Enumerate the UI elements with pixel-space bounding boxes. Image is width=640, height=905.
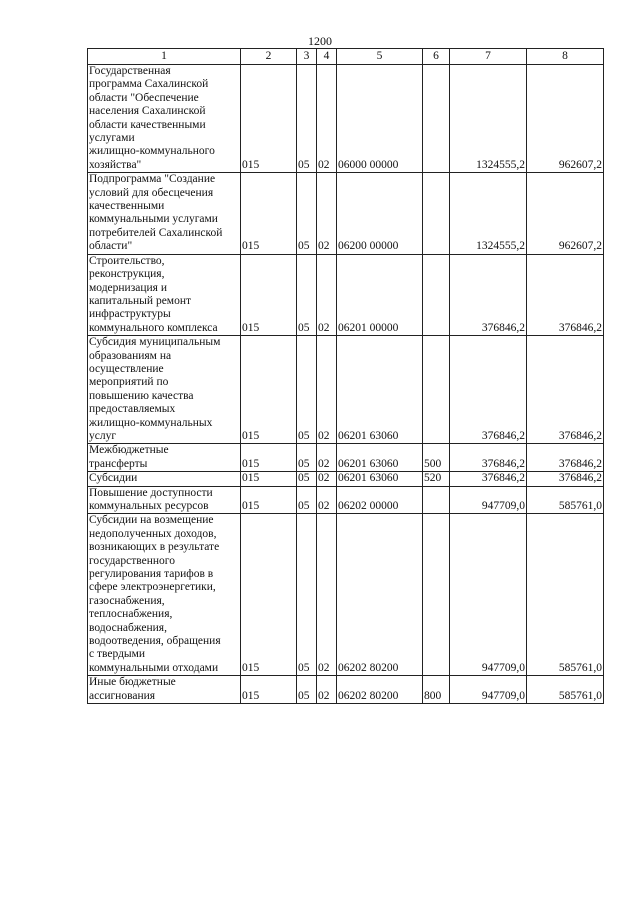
row-name-cell: Субсидия муниципальным образованиям на осуществление мероприятий по повышению качества предоставляемых жилищно-коммунальных услуг [88, 336, 241, 444]
cell-section: 05 [297, 486, 317, 514]
cell-admin-code: 015 [241, 65, 297, 173]
cell-amount-year-2: 376846,2 [527, 254, 604, 335]
cell-expense-type: 800 [423, 676, 450, 704]
cell-amount-year-2: 585761,0 [527, 486, 604, 514]
cell-section: 05 [297, 65, 317, 173]
cell-subsection: 02 [317, 254, 337, 335]
cell-target-article: 06000 00000 [337, 65, 423, 173]
cell-expense-type [423, 336, 450, 444]
table-row [88, 676, 604, 704]
cell-amount-year-2: 962607,2 [527, 65, 604, 173]
cell-target-article: 06201 63060 [337, 336, 423, 444]
header-cell: 2 [241, 49, 297, 65]
cell-expense-type [423, 254, 450, 335]
cell-section: 05 [297, 173, 317, 254]
cell-target-article: 06202 00000 [337, 486, 423, 514]
cell-section: 05 [297, 676, 317, 704]
cell-target-article: 06201 63060 [337, 444, 423, 472]
cell-expense-type [423, 173, 450, 254]
table-row [88, 336, 604, 444]
table-header-row [88, 49, 604, 65]
cell-subsection: 02 [317, 65, 337, 173]
header-cell: 3 [297, 49, 317, 65]
cell-section: 05 [297, 444, 317, 472]
cell-expense-type: 500 [423, 444, 450, 472]
header-cell: 7 [450, 49, 527, 65]
row-name-cell: Межбюджетные трансферты [88, 444, 241, 472]
cell-amount-year-1: 1324555,2 [450, 173, 527, 254]
header-cell: 1 [88, 49, 241, 65]
cell-section: 05 [297, 336, 317, 444]
row-name-cell: Иные бюджетные ассигнования [88, 676, 241, 704]
cell-admin-code: 015 [241, 336, 297, 444]
row-name-cell: Государственная программа Сахалинской области "Обеспечение населения Сахалинской области качественными услугами жилищно-коммунального хозяйства" [88, 65, 241, 173]
cell-amount-year-1: 947709,0 [450, 676, 527, 704]
cell-amount-year-2: 962607,2 [527, 173, 604, 254]
cell-subsection: 02 [317, 514, 337, 676]
cell-section: 05 [297, 472, 317, 486]
table-row [88, 173, 604, 254]
row-name-cell: Подпрограмма "Создание условий для обесцечения качественными коммунальными услугами потребителей Сахалинской области" [88, 173, 241, 254]
cell-admin-code: 015 [241, 444, 297, 472]
cell-subsection: 02 [317, 336, 337, 444]
cell-subsection: 02 [317, 472, 337, 486]
cell-amount-year-1: 376846,2 [450, 336, 527, 444]
cell-section: 05 [297, 514, 317, 676]
cell-target-article: 06200 00000 [337, 173, 423, 254]
cell-target-article: 06201 63060 [337, 472, 423, 486]
cell-amount-year-2: 585761,0 [527, 514, 604, 676]
cell-amount-year-1: 1324555,2 [450, 65, 527, 173]
table-row [88, 65, 604, 173]
header-cell: 8 [527, 49, 604, 65]
cell-amount-year-1: 947709,0 [450, 514, 527, 676]
cell-target-article: 06202 80200 [337, 676, 423, 704]
cell-amount-year-2: 376846,2 [527, 444, 604, 472]
budget-table [87, 48, 604, 704]
cell-amount-year-2: 585761,0 [527, 676, 604, 704]
header-cell: 5 [337, 49, 423, 65]
row-name-cell: Повышение доступности коммунальных ресурсов [88, 486, 241, 514]
cell-admin-code: 015 [241, 514, 297, 676]
cell-amount-year-1: 376846,2 [450, 444, 527, 472]
table-row [88, 514, 604, 676]
cell-amount-year-1: 376846,2 [450, 472, 527, 486]
cell-admin-code: 015 [241, 472, 297, 486]
cell-target-article: 06202 80200 [337, 514, 423, 676]
cell-admin-code: 015 [241, 254, 297, 335]
cell-amount-year-1: 376846,2 [450, 254, 527, 335]
cell-amount-year-2: 376846,2 [527, 336, 604, 444]
table-row [88, 486, 604, 514]
cell-admin-code: 015 [241, 676, 297, 704]
cell-target-article: 06201 00000 [337, 254, 423, 335]
cell-expense-type: 520 [423, 472, 450, 486]
header-cell: 4 [317, 49, 337, 65]
cell-admin-code: 015 [241, 486, 297, 514]
cell-expense-type [423, 65, 450, 173]
header-cell: 6 [423, 49, 450, 65]
cell-amount-year-1: 947709,0 [450, 486, 527, 514]
cell-subsection: 02 [317, 444, 337, 472]
page-number: 1200 [308, 34, 332, 48]
cell-subsection: 02 [317, 676, 337, 704]
row-name-cell: Субсидии [88, 472, 241, 486]
cell-section: 05 [297, 254, 317, 335]
row-name-cell: Субсидии на возмещение недополученных доходов, возникающих в результате государственного регулирования тарифов в сфере электроэнергетики, газоснабжения, теплоснабжения, водоснабжения, водоотведения, обращения с твердыми коммунальными отходами [88, 514, 241, 676]
table-row [88, 444, 604, 472]
cell-subsection: 02 [317, 486, 337, 514]
cell-expense-type [423, 486, 450, 514]
cell-expense-type [423, 514, 450, 676]
table-row [88, 472, 604, 486]
cell-admin-code: 015 [241, 173, 297, 254]
cell-subsection: 02 [317, 173, 337, 254]
cell-amount-year-2: 376846,2 [527, 472, 604, 486]
table-row [88, 254, 604, 335]
row-name-cell: Строительство, реконструкция, модернизация и капитальный ремонт инфраструктуры коммунального комплекса [88, 254, 241, 335]
